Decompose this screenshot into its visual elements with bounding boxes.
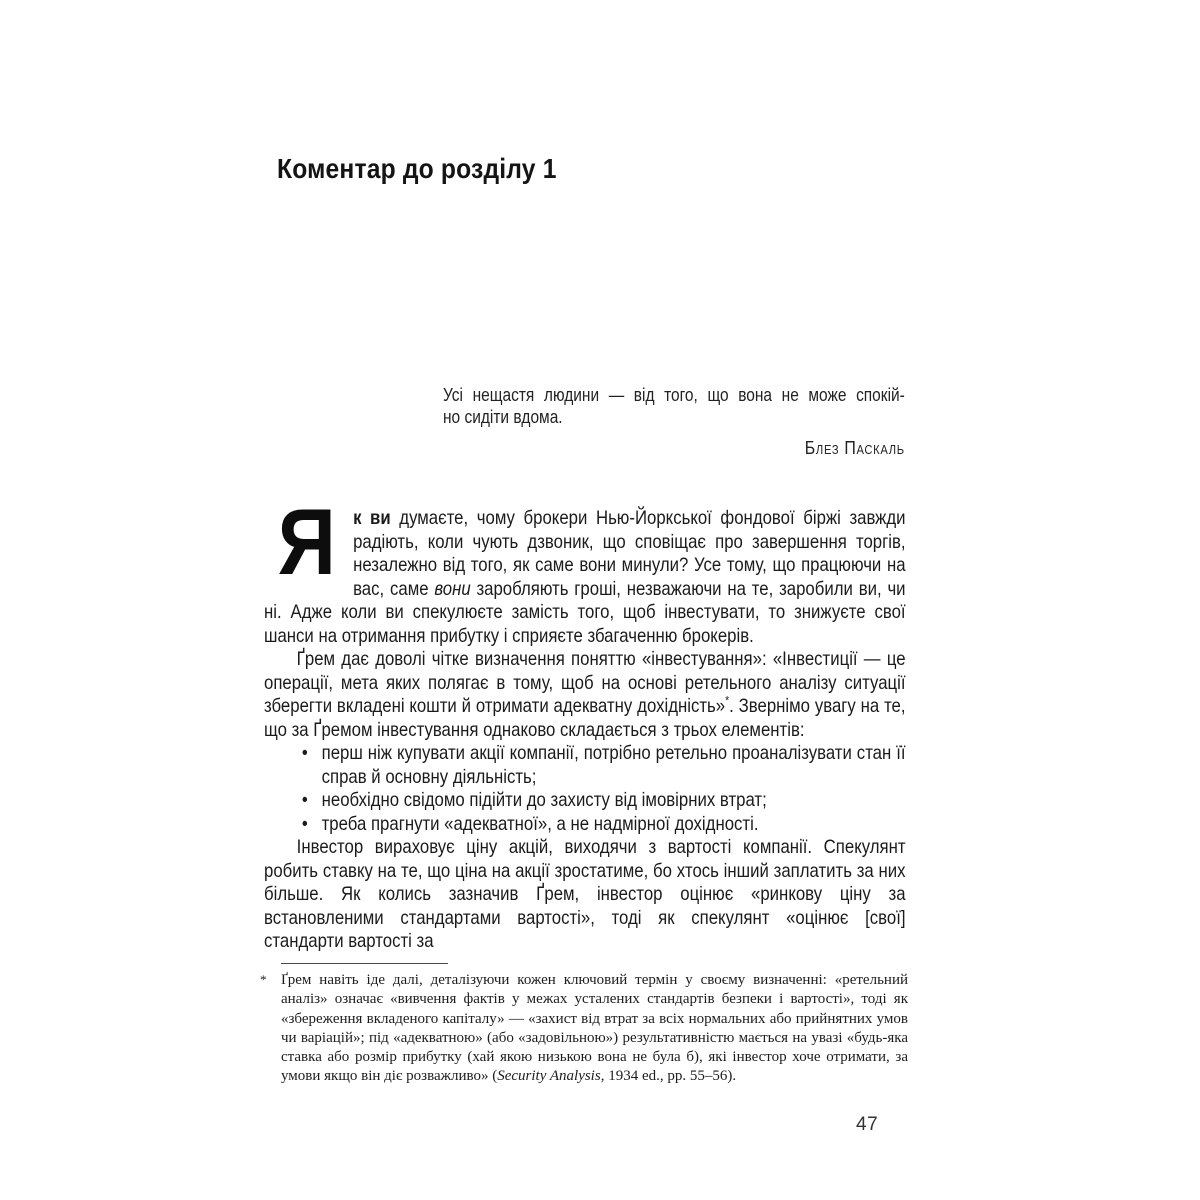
body-text	[264, 489, 906, 954]
list-item: • необхідно свідомо підійти до захисту від імовірних втрат;	[264, 789, 906, 813]
epigraph-line: Усі нещастя людини — від того, що вона не може спокій-	[443, 385, 905, 405]
paragraph-3	[264, 836, 906, 954]
footnote-body	[260, 971, 908, 1087]
investing-elements-list	[264, 742, 906, 836]
paragraph-1-text: к ви думаєте, чому брокери Нью-Йоркської фондової біржі завжди радіють, коли чують дзвоник, що сповіщає про завершення торгів, незалежно від того, як саме вони минули? Усе тому, що працюючи на вас, саме вони заробляють гроші, незважаючи на те, заробили ви, чи ні. Адже коли ви спекулюєте замість того, щоб інвестувати, то знижуєте свої шанси на отримання прибутку і сприяєте збагаченню брокерів.	[264, 507, 906, 647]
footnote-separator	[281, 963, 448, 964]
list-item: • перш ніж купувати акції компанії, потрібно ретельно проаналізувати стан її справ й основну діяльність;	[264, 742, 906, 789]
paragraph-3-text: Інвестор вираховує ціну акцій, виходячи з вартості компанії. Спекулянт робить ставку на те, що ціна на акції зростатиме, бо хтось інший заплатить за них більше. Як колись зазначив Ґрем, інвестор оцінює «ринкову ціну за встановленими стандартами вартості», тоді як спекулянт «оцінює [свої] стандарти вартості за	[264, 836, 906, 952]
footnote-text: Ґрем навіть іде далі, деталізуючи кожен ключовий термін у своєму визначенні: «ретельний аналіз» означає «вивчення фактів у межах усталених стандартів безпеки і вартості», тоді як «збереження вкладеного капіталу» — «захист від втрат за всіх нормальних або прийнятних умов чи варіацій»; під «адекватною» (або «задовільною») результативністю мається на увазі «будь-яка ставка або розмір прибутку (хай якою низькою вона не була б), які інвестор хоче отримати, за умови якщо він діє розважливо» (Security Analysis, 1934 ed., pp. 55–56).	[281, 972, 908, 1085]
epigraph-line: но сидіти вдома.	[443, 407, 563, 427]
epigraph-quote	[443, 384, 905, 428]
dropcap-letter: Я	[277, 489, 336, 594]
footnote-marker: *	[260, 972, 267, 987]
list-item: • треба прагнути «адекватної», а не надмірної дохідності.	[264, 813, 906, 837]
paragraph-1	[264, 489, 906, 648]
footnote	[260, 971, 908, 1087]
epigraph-attribution: Блез Паскаль	[804, 437, 905, 458]
paragraph-2-text: Ґрем дає доволі чітке визначення поняттю «інвестування»: «Інвестиції — це операції, мета яких полягає в тому, щоб на основі ретельного аналізу ситуації зберегти вкладені кошти й отримати адекватну дохідність»*. Звернімо увагу на те, що за Ґремом інвестування однаково складається з трьох елементів:	[264, 648, 906, 741]
chapter-title: Коментар до розділу 1	[277, 152, 557, 184]
epigraph	[443, 384, 905, 459]
paragraph-2	[264, 648, 906, 742]
page-number: 47	[856, 1114, 879, 1135]
